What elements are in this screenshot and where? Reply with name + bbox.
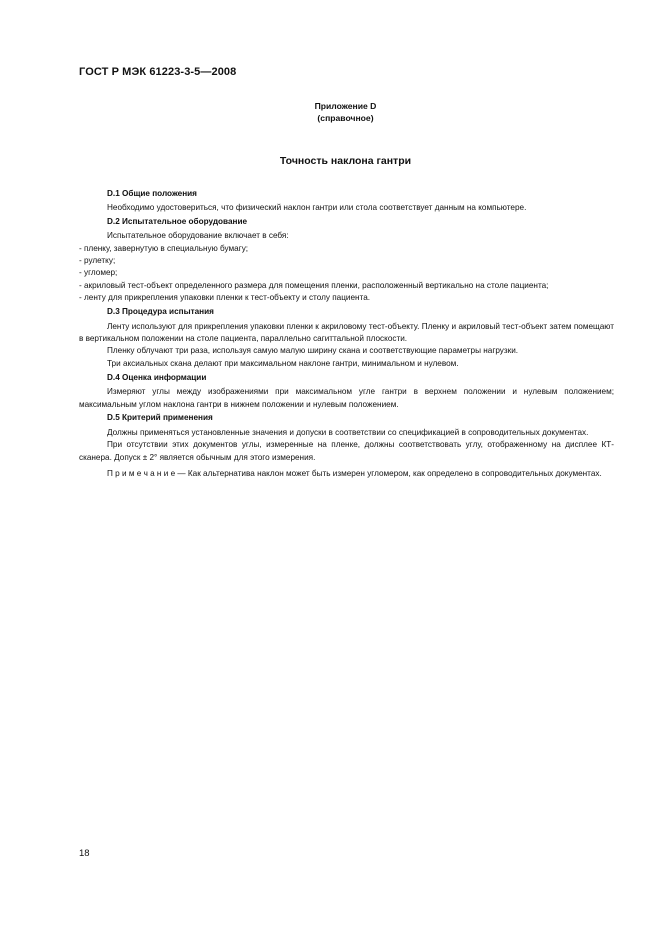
- section-d4-heading: D.4 Оценка информации: [107, 372, 207, 382]
- section-d3-paragraph: Три аксиальных скана делают при максимальном наклоне гантри, минимальном и нулевом.: [107, 358, 459, 368]
- section-d3-paragraph: Пленку облучают три раза, используя самую малую ширину скана и соответствующие параметры нагрузки.: [107, 346, 519, 356]
- section-d1-heading: D.1 Общие положения: [107, 188, 197, 198]
- section-d3-heading: D.3 Процедура испытания: [107, 307, 214, 317]
- document-code-header: ГОСТ Р МЭК 61223-3-5—2008: [79, 66, 237, 78]
- section-d4-paragraph: Измеряют углы между изображениями при максимальном угле гантри в верхнем положении и нулевым положением; максимальным углом наклона гантри в нижнем положении и нулевым положением.: [79, 387, 614, 409]
- annex-title: Приложение D: [314, 101, 377, 111]
- annex-heading: [0, 100, 661, 124]
- list-item: - акриловый тест-объект определенного размера для помещения пленки, расположенный вертикально на столе пациента;: [79, 280, 549, 290]
- list-item: - угломер;: [79, 268, 118, 278]
- list-item: - ленту для прикрепления упаковки пленки к тест-объекту и столу пациента.: [79, 293, 371, 303]
- page-number: 18: [79, 848, 90, 859]
- note-text: — Как альтернатива наклон может быть измерен угломером, как определено в сопроводительных документах.: [175, 469, 602, 479]
- annex-main-title: Точность наклона гантри: [279, 155, 412, 167]
- note-paragraph: [79, 468, 614, 480]
- list-item: - рулетку;: [79, 256, 116, 266]
- section-d2-heading: D.2 Испытательное оборудование: [107, 216, 248, 226]
- section-d3-paragraph: Ленту используют для прикрепления упаковки пленки к акриловому тест-объекту. Пленку и акриловый тест-объект затем помещают в вертикальном положении на столе пациента, параллельно сагиттальной плоскости.: [79, 321, 614, 343]
- section-d5-heading: D.5 Критерий применения: [107, 413, 213, 423]
- annex-type: (справочное): [317, 113, 374, 123]
- note-label: П р и м е ч а н и е: [107, 469, 176, 479]
- section-d1-paragraph: Необходимо удостовериться, что физический наклон гантри или стола соответствует данным на компьютере.: [107, 202, 527, 212]
- section-d2-intro: Испытательное оборудование включает в себя:: [107, 231, 289, 241]
- section-d5-paragraph: Должны применяться установленные значения и допуски в соответствии со спецификацией в сопроводительных документах.: [107, 427, 589, 437]
- section-d5-paragraph: При отсутствии этих документов углы, измеренные на пленке, должны соответствовать углу, отображенному на дисплее КТ-сканера. Допуск ± 2° является обычным для этого измерения.: [79, 440, 614, 462]
- document-body: [79, 186, 614, 480]
- list-item: - пленку, завернутую в специальную бумагу;: [79, 243, 249, 253]
